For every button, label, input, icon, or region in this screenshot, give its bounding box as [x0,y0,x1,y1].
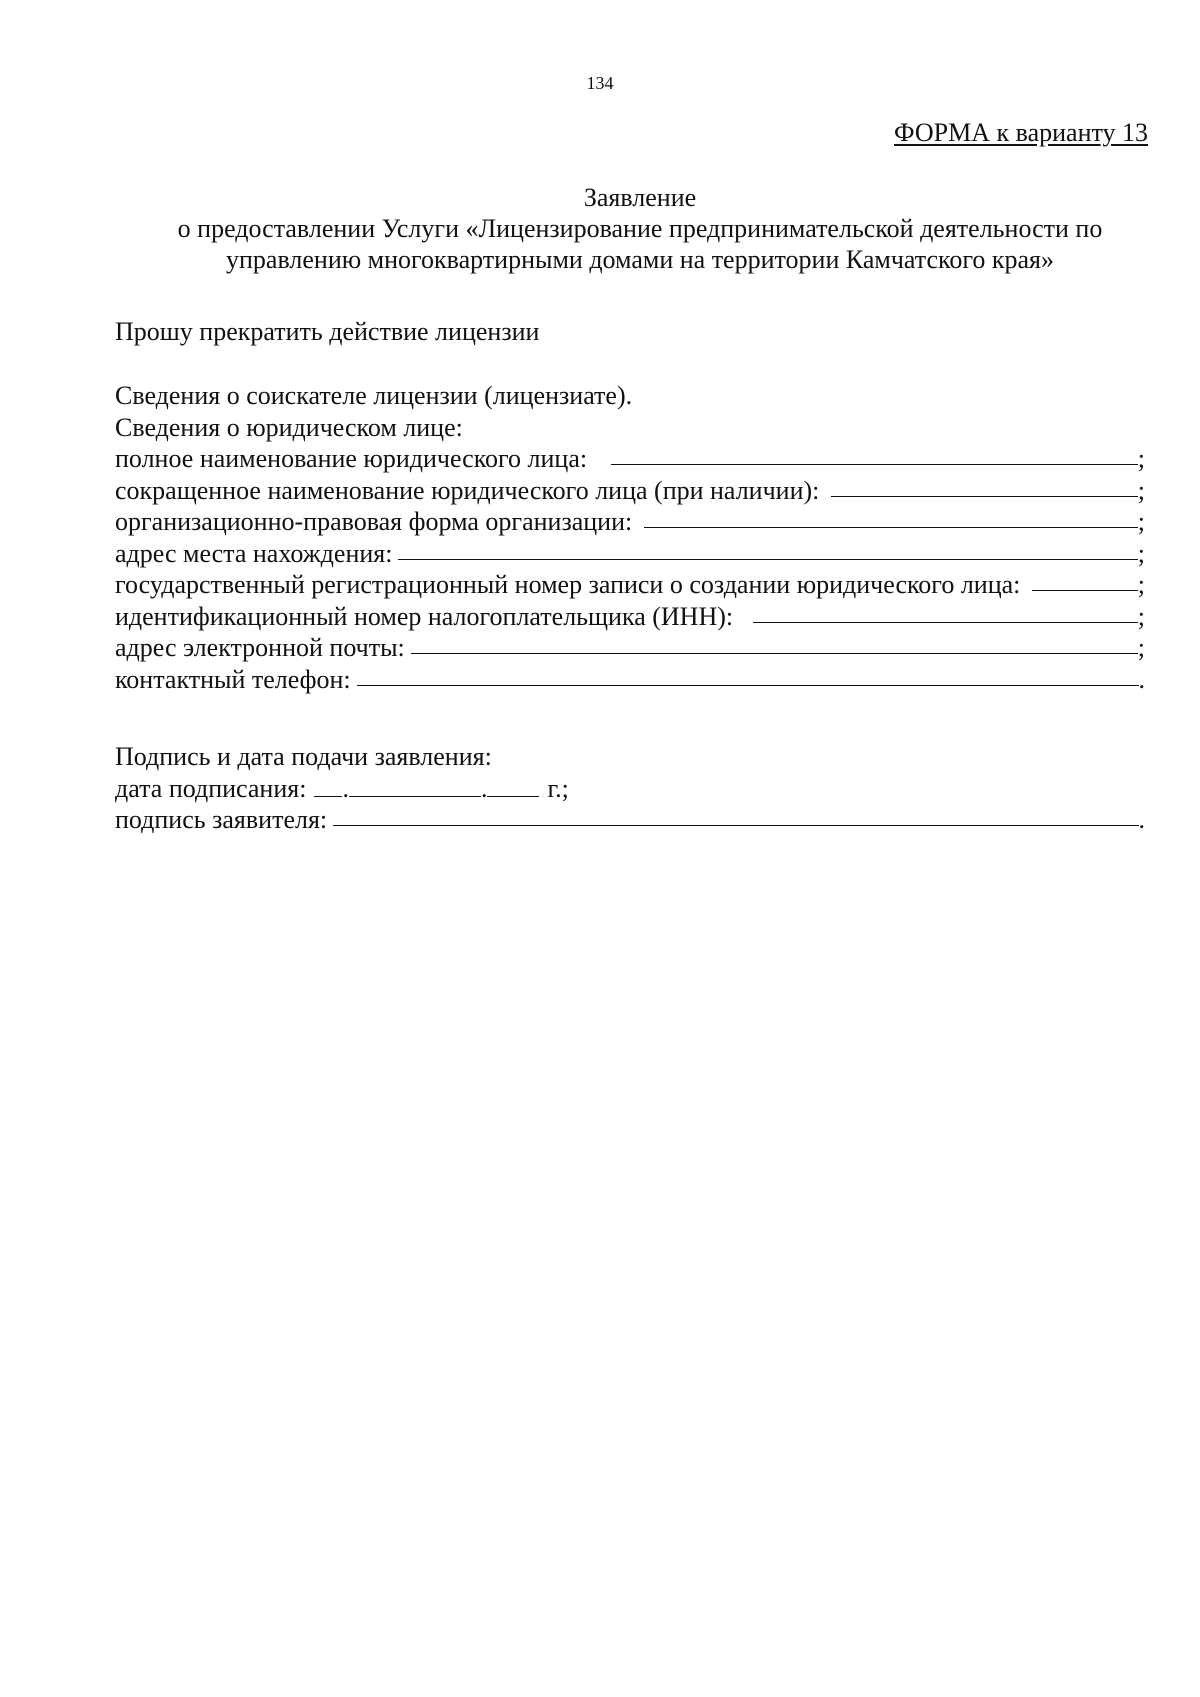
field-label: полное наименование юридического лица: [115,444,588,473]
field-label: идентификационный номер налогоплательщика (ИНН): [115,601,734,631]
field-end: ; [1137,601,1145,631]
request-text: Прошу прекратить действие лицензии [115,317,540,346]
address-input[interactable] [398,539,1137,560]
field-short-name [115,475,1145,507]
field-label: дата подписания: [115,773,307,803]
field-label: сокращенное наименование юридического лица (при наличии): [115,475,820,505]
request-section [115,316,1145,348]
email-input[interactable] [411,633,1138,654]
field-label: организационно-правовая форма организации: [115,507,633,536]
field-label: адрес электронной почты: [115,633,405,662]
field-label: подпись заявителя: [115,805,328,834]
date-day-input[interactable] [314,776,342,797]
title-line-3: управлению многоквартирными домами на территории Камчатского края» [226,245,1054,274]
field-end: . [1138,805,1145,834]
phone-input[interactable] [357,665,1139,686]
field-full-name [115,443,1145,475]
date-separator: . [342,773,349,803]
field-end: ; [1137,444,1145,473]
signature-input[interactable] [333,805,1138,826]
field-sign-date [115,773,1145,805]
field-legal-form [115,506,1145,538]
signature-section [115,741,1145,836]
legal-entity-heading: Сведения о юридическом лице: [115,412,463,442]
page-number: 134 [586,73,614,93]
legal-form-input[interactable] [644,507,1138,528]
field-end: . [1138,664,1145,694]
field-end: ; [1137,538,1145,568]
date-month-input[interactable] [349,776,481,797]
form-variant-label: ФОРМА к варианту 13 [894,118,1148,147]
field-ogrn [115,569,1145,601]
date-separator: . [480,773,488,803]
field-label: контактный телефон: [115,664,351,694]
field-address [115,538,1145,570]
field-end: ; [1137,570,1145,599]
field-phone [115,664,1145,696]
title-line-1: Заявление [583,183,697,212]
field-end: ; [1137,475,1145,505]
field-label: адрес места нахождения: [115,538,393,568]
title-line-2: о предоставлении Услуги «Лицензирование предпринимательской деятельности по [177,214,1103,243]
applicant-section [115,380,1145,695]
field-end: ; [1137,507,1145,536]
field-email [115,632,1145,664]
full-name-input[interactable] [611,444,1138,465]
field-end: ; [1137,633,1145,662]
short-name-input[interactable] [831,476,1137,497]
document-title [115,182,1165,275]
field-label: государственный регистрационный номер записи о создании юридического лица: [115,570,1021,599]
ogrn-input[interactable] [1032,570,1137,591]
signature-heading: Подпись и дата подачи заявления: [115,742,492,771]
field-inn [115,601,1145,633]
date-suffix: г.; [547,773,569,803]
field-signature [115,804,1145,836]
applicant-heading: Сведения о соискателе лицензии (лицензиате). [115,381,633,410]
inn-input[interactable] [753,602,1138,623]
date-year-input[interactable] [487,776,539,797]
